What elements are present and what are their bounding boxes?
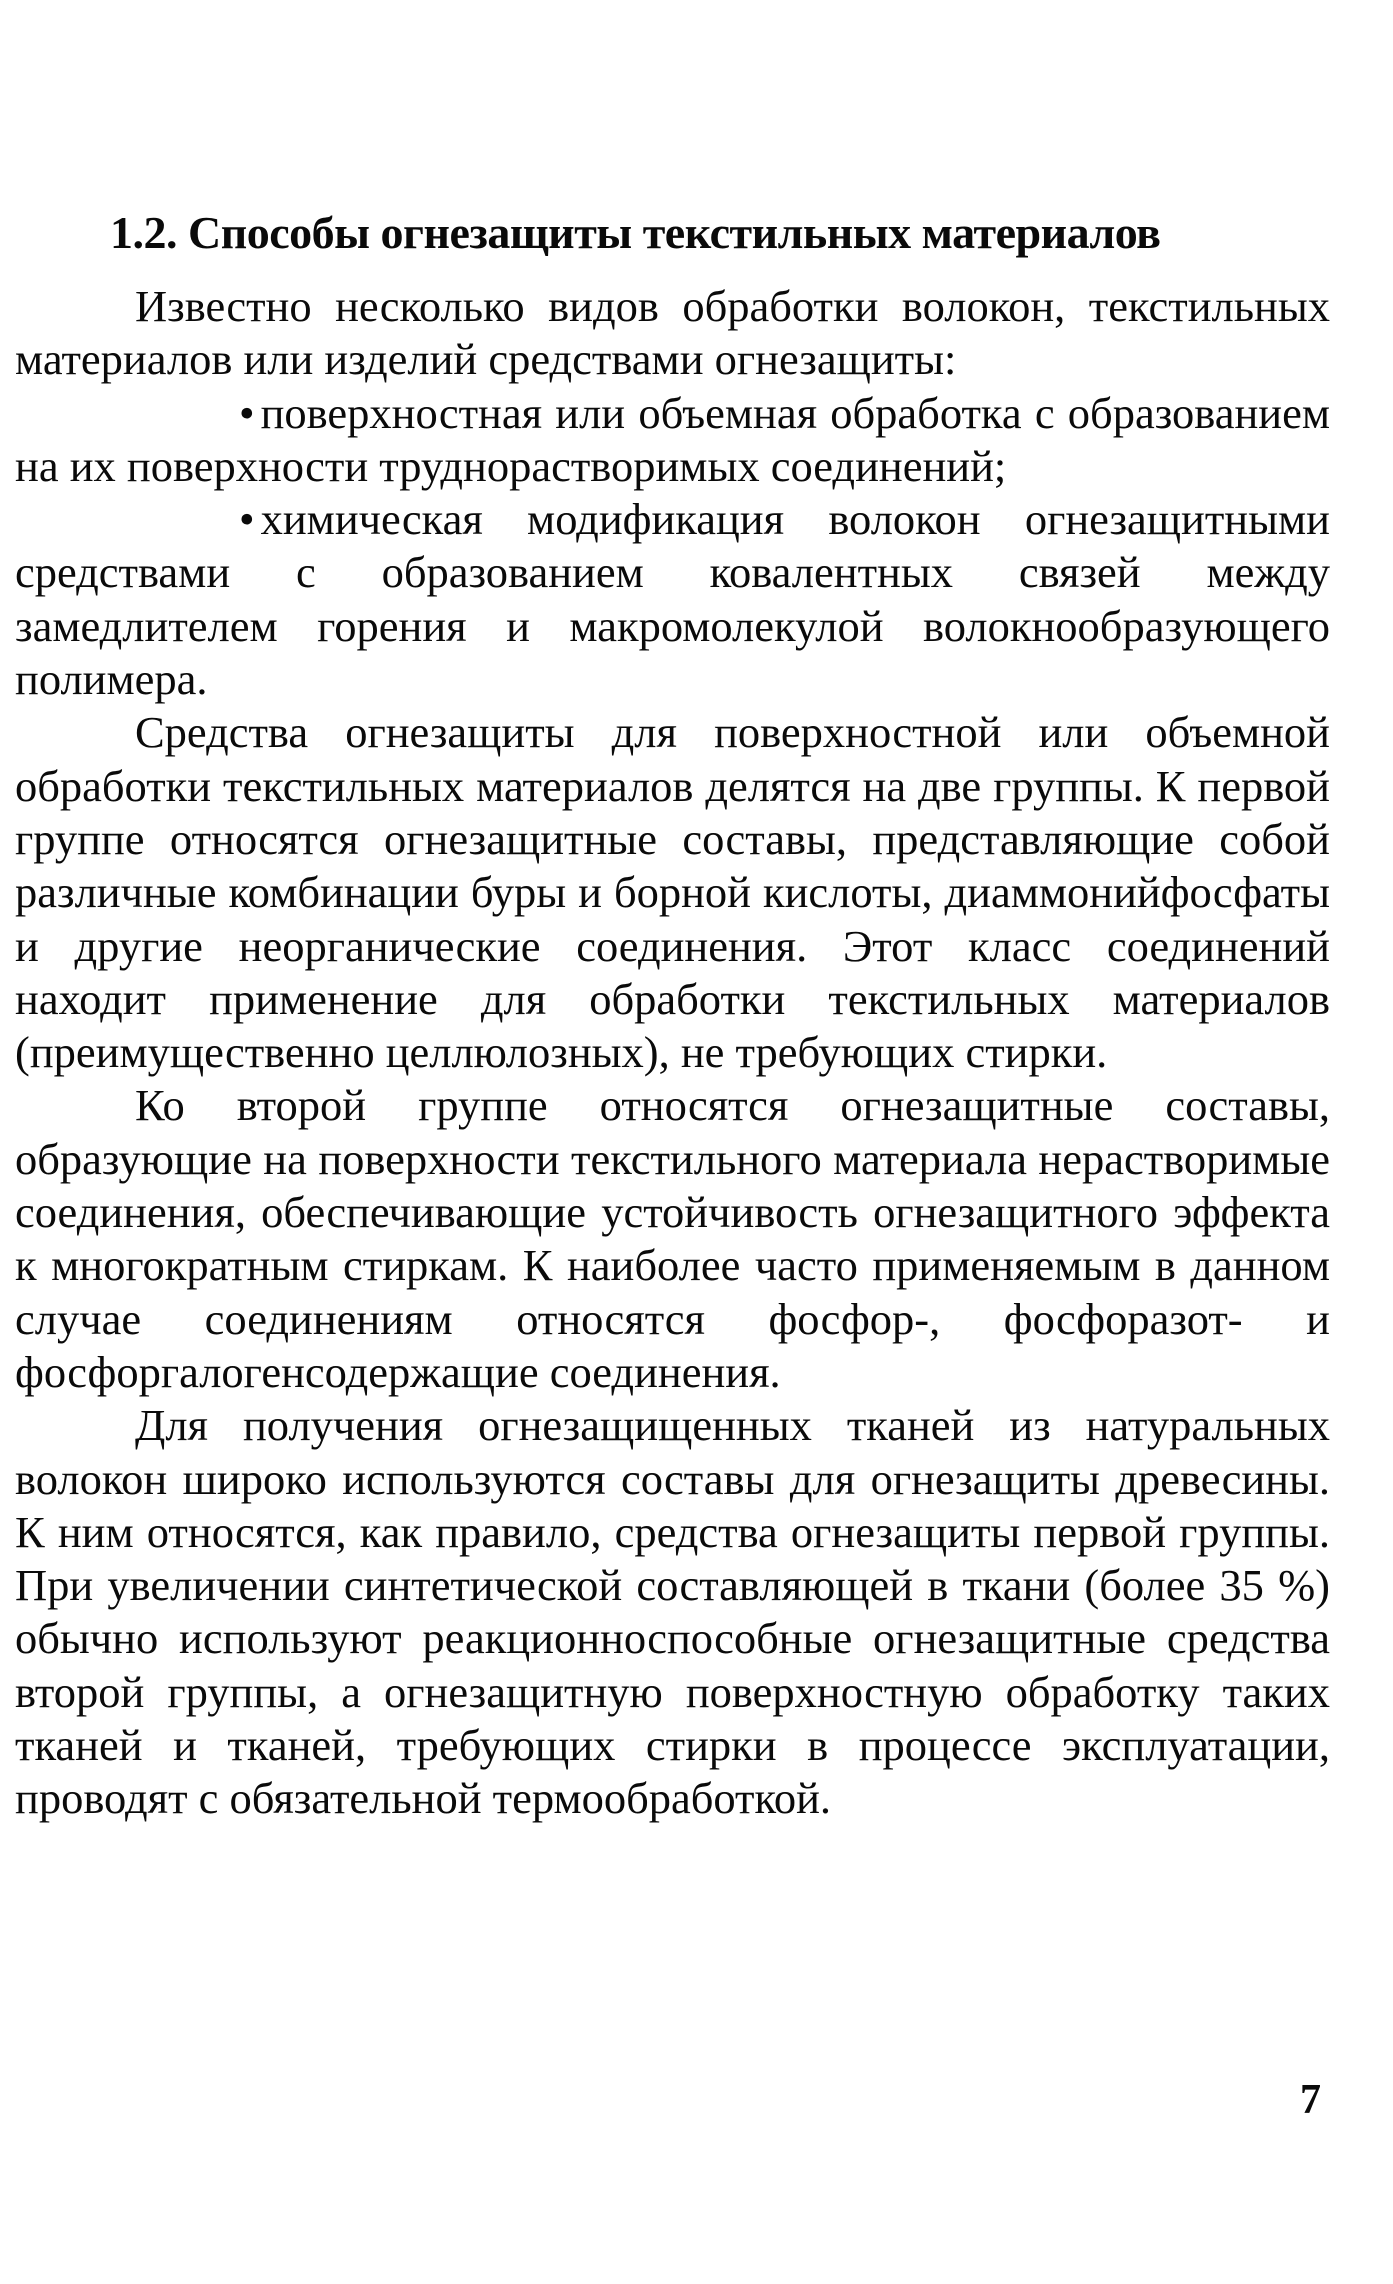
bullet-icon: • — [239, 494, 255, 545]
bullet-item-1-text: поверхностная или объемная обработка с образованием на их поверхности труднорастворимых соединений; — [15, 387, 1330, 491]
body-text — [15, 280, 1330, 1826]
paragraph-intro: Известно несколько видов обработки волокон, текстильных материалов или изделий средствами огнезащиты: — [15, 281, 1330, 385]
bullet-icon: • — [239, 387, 255, 438]
paragraph-groups: Средства огнезащиты для поверхностной или объемной обработки текстильных материалов делятся на две группы. К первой группе относятся огнезащитные составы, представляющие собой различные комбинации буры и борной кислоты, диаммонийфосфаты и другие неорганические соединения. Этот класс соединений находит применение для обработки текстильных материалов (преимущественно целлюлозных), не требующих стирки. — [15, 707, 1330, 1078]
page-number: 7 — [1300, 2077, 1321, 2123]
bullet-item-1 — [15, 387, 1330, 494]
bullet-item-2 — [15, 493, 1330, 706]
bullet-item-2-text: химическая модификация волокон огнезащитными средствами с образованием ковалентных связей между замедлителем горения и макромолекулой волокнообразующего полимера. — [15, 494, 1330, 705]
section-heading: 1.2. Способы огнезащиты текстильных материалов — [110, 207, 1161, 258]
paragraph-natural-fibers: Для получения огнезащищенных тканей из натуральных волокон широко используются составы для огнезащиты древесины. К ним относятся, как правило, средства огнезащиты первой группы. При увеличении синтетической составляющей в ткани (более 35 %) обычно используют реакционноспособные огнезащитные средства второй группы, а огнезащитную поверхностную обработку таких тканей и тканей, требующих стирки в процессе эксплуатации, проводят с обязательной термообработкой. — [15, 1400, 1330, 1824]
paragraph-second-group: Ко второй группе относятся огнезащитные составы, образующие на поверхности текстильного материала нерастворимые соединения, обеспечивающие устойчивость огнезащитного эффекта к многократным стиркам. К наиболее часто применяемым в данном случае соединениям относятся фосфор-, фосфоразот- и фосфоргалогенсодержащие соединения. — [15, 1080, 1330, 1397]
